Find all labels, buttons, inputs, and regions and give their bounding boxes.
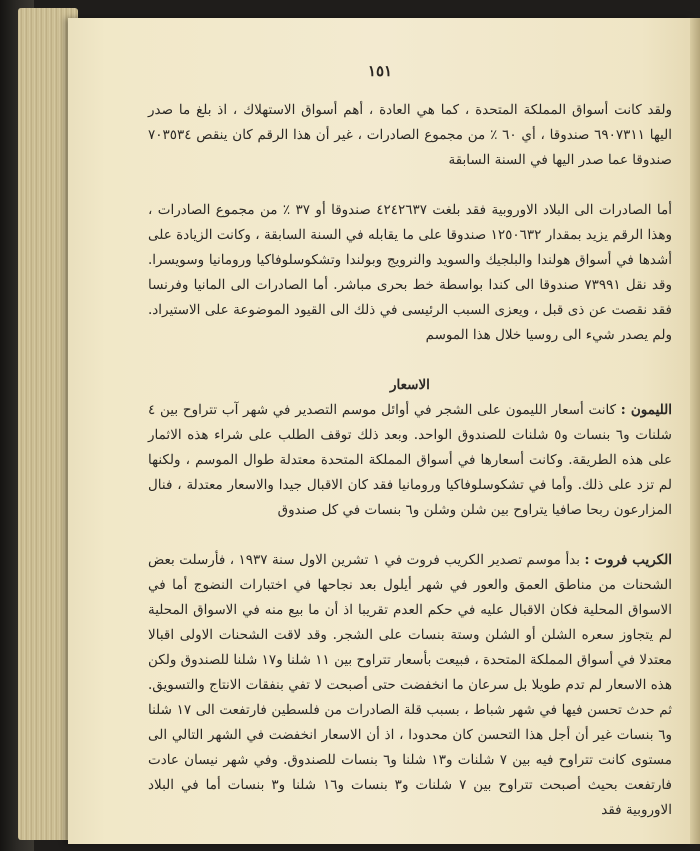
paragraph-lemon-prices [148,398,672,523]
section-heading-prices: الاسعار [390,377,430,393]
page-number: ١٥١ [367,62,393,80]
page-right-edge [690,18,700,844]
paragraph-grapefruit-prices [148,548,672,823]
paragraph-body-lemon: كانت أسعار الليمون على الشجر في أوائل موسم التصدير في شهر آب تتراوح بين ٤ شلنات و٦ بنسات و٥ شلنات للصندوق الواحد. وبعد ذلك توقف الطلب على شراء هذه الاثمار على هذه الطريقة. وكانت أسعارها في أسواق المملكة المتحدة معتدلة طوال الموسم ، ولكنها لم تزد على ذلك. وأما في تشكوسلوفاكيا ورومانيا فقد كان الاقبال جيدا والاسعار معتدلة ، فنال المزارعون ربحا صافيا يتراوح بين شلن وشلن و٦ بنسات في كل صندوق [148,402,672,518]
paragraph-lead-lemon: الليمون : [620,402,672,418]
page-text [148,98,672,823]
paragraph-uk-market: ولقد كانت أسواق المملكة المتحدة ، كما هي العادة ، أهم أسواق الاستهلاك ، اذ بلغ ما صدر اليها ٦٩٠٧٣١١ صندوقا ، أي ٦٠ ٪ من مجموع الصادرات ، غير أن هذا الرقم كان ينقص ٧٠٣٥٣٤ صندوقا عما صدر اليها في السنة السابقة [148,102,672,168]
book-page [68,18,692,844]
paragraph-europe-exports: أما الصادرات الى البلاد الاوروبية فقد بلغت ٤٢٤٢٦٣٧ صندوقا أو ٣٧ ٪ من مجموع الصادرات ، وهذا الرقم يزيد بمقدار ١٢٥٠٦٣٢ صندوقا على ما يقابله في السنة السابقة ، وكانت الزيادة على أشدها في أسواق هولندا والبلجيك والسويد والنرويج وبولندا وتشكوسلوفاكيا ورومانيا وسويسرا. وقد نقل ٧٣٩٩١ صندوقا الى كندا بواسطة خط بحرى مباشر. أما الصادرات الى المانيا وفرنسا فقد نقصت عن ذى قبل ، ويعزى السبب الرئيسى في ذلك الى القيود الموضوعة على الاستيراد. ولم يصدر شيء الى روسيا خلال هذا الموسم [148,202,673,343]
paragraph-lead-grapefruit: الكريب فروت : [584,552,672,568]
paragraph-body-grapefruit: بدأ موسم تصدير الكريب فروت في ١ تشرين الاول سنة ١٩٣٧ ، فأرسلت بعض الشحنات من مناطق العمق والعور في شهر أيلول بعد نجاحها في اختبارات النضوج أما في الاسواق المحلية فكان الاقبال عليه في حكم العدم تقريبا اذ أن ما بيع منه في الاسواق المحلية لم يتجاوز سعره الشلن أو الشلن وستة بنسات على الشجر. وقد لاقت الشحنات الاولى اقبالا معتدلا في أسواق المملكة المتحدة ، فبيعت بأسعار تتراوح بين ١١ شلنا و١٧ شلنا للصندوق ولكن هذه الاسعار لم تدم طويلا بل سرعان ما انخفضت حتى أصبحت لا تفي بنفقات الانتاج والتسويق. ثم حدث تحسن فيها في شهر شباط ، بسبب قلة الصادرات من فلسطين فارتفعت الى ١٧ شلنا و٦ بنسات غير أن أجل هذا التحسن كان محدودا ، اذ أن الاسعار انخفضت في الشهر التالي الى مستوى كانت تتراوح فيه بين ٧ شلنات و١٣ شلنا و٦ بنسات للصندوق. وفي شهر نيسان عادت فارتفعت بحيث أصبحت تتراوح بين ٧ شلنات و٣ بنسات و١٦ شلنا و٣ بنسات أما في البلاد الاوروبية فقد [148,552,673,818]
